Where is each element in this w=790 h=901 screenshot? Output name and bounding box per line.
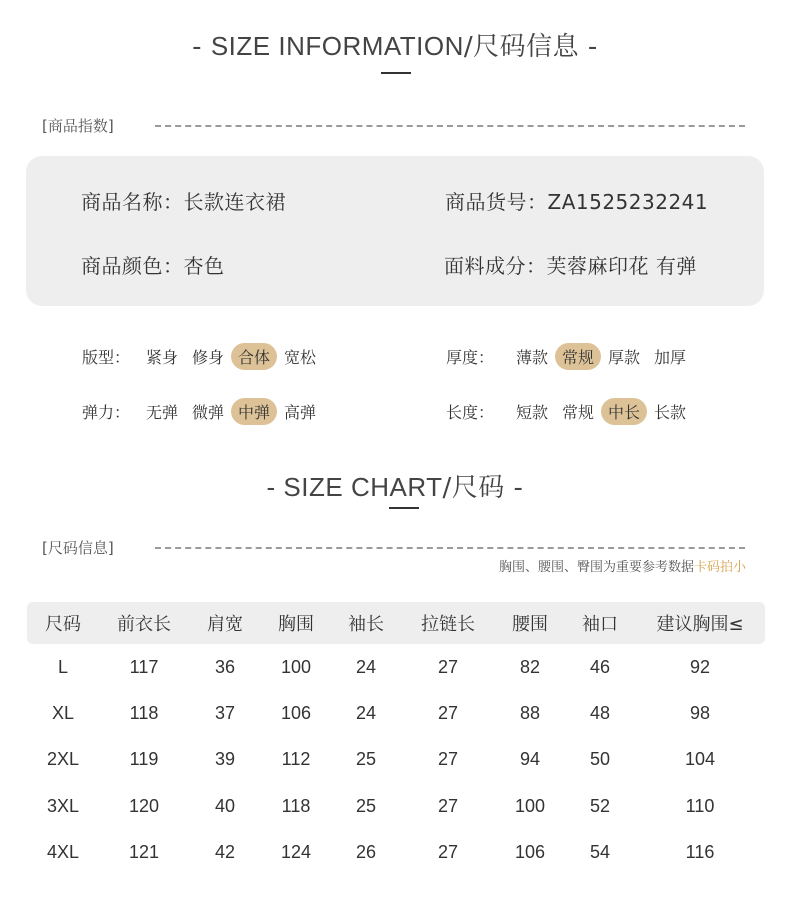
table-row [27,830,765,876]
table-cell: XL [51,703,75,724]
table-cell: 110 [685,795,715,816]
length-option: 常规 [562,403,595,422]
table-cell: 27 [437,842,459,863]
table-cell: 82 [519,656,541,677]
fit-option-selected: 合体 [231,343,277,370]
dashed-divider [155,547,745,549]
table-cell: 92 [689,656,711,677]
table-cell: 120 [128,795,160,816]
table-row [27,690,765,736]
table-cell: 124 [280,842,312,863]
product-sku: 商品货号：ZA1525232241 [445,190,709,214]
table-cell: 27 [437,656,459,677]
table-cell: 46 [589,656,611,677]
table-cell: 36 [214,656,236,677]
table-cell: 37 [214,703,236,724]
thickness-option: 厚款 [608,348,641,367]
fit-option: 紧身 [146,348,179,367]
size-chart-title [0,467,790,504]
chart-title-underline [389,507,419,509]
column-header: 胸围 [278,614,314,635]
column-header: 袖口 [582,614,618,635]
table-row [27,644,765,690]
table-cell: 117 [129,656,159,677]
fit-label: 版型： [82,348,131,367]
table-row [27,783,765,829]
table-cell: 3XL [46,795,80,816]
product-info-card [26,156,764,306]
table-cell: 119 [129,749,159,770]
table-cell: 112 [281,749,311,770]
size-note [499,556,746,575]
thickness-option-selected: 常规 [555,343,601,370]
product-color: 商品颜色：杏色 [81,254,225,278]
table-cell: 24 [355,656,377,677]
note-highlight: 卡码拍小 [693,560,746,575]
table-cell: 106 [280,703,312,724]
table-cell: 4XL [46,842,80,863]
table-cell: L [57,656,68,677]
length-option: 短款 [516,403,549,422]
note-text: 胸围、腰围、臀围为重要参考数据 [498,560,694,575]
size-info-label: [尺码信息] [42,539,114,557]
table-row [27,737,765,783]
table-cell: 116 [685,842,715,863]
product-fabric: 面料成分：芙蓉麻印花 有弹 [444,254,697,278]
elasticity-option-selected: 中弹 [231,398,277,425]
thickness-row [446,343,693,370]
elasticity-option: 高弹 [284,403,317,422]
column-header: 腰围 [512,614,548,635]
table-cell: 118 [281,795,311,816]
table-cell: 52 [589,795,611,816]
table-cell: 121 [128,842,160,863]
column-header: 尺码 [45,614,81,635]
table-cell: 98 [689,703,711,724]
title-english: SIZE INFORMATION [210,31,464,61]
table-cell: 27 [437,749,459,770]
dashed-divider [155,125,745,127]
thickness-option: 加厚 [654,348,687,367]
thickness-option: 薄款 [516,348,549,367]
table-cell: 94 [519,749,541,770]
table-cell: 2XL [46,749,80,770]
size-information-title [0,26,790,63]
column-header: 建议胸围≤ [656,614,744,635]
table-cell: 88 [519,703,541,724]
fit-row [82,343,323,370]
column-header: 前衣长 [117,614,171,635]
elasticity-label: 弹力： [82,403,131,422]
fit-option: 宽松 [284,348,317,367]
length-option-selected: 中长 [601,398,647,425]
table-cell: 24 [355,703,377,724]
elasticity-option: 微弹 [192,403,225,422]
table-cell: 27 [437,795,459,816]
title-chinese: /尺码信息 - [463,32,598,62]
table-cell: 118 [129,703,159,724]
length-label: 长度： [446,403,495,422]
table-cell: 50 [589,749,611,770]
chart-title-english: - SIZE CHART [266,472,443,502]
table-cell: 54 [589,842,611,863]
table-cell: 39 [214,749,236,770]
table-cell: 25 [355,749,377,770]
table-header-row [27,602,765,644]
table-cell: 42 [214,842,236,863]
title-underline [381,72,411,74]
elasticity-option: 无弹 [146,403,179,422]
column-header: 拉链长 [421,614,475,635]
column-header: 肩宽 [207,614,243,635]
table-cell: 100 [280,656,312,677]
table-cell: 100 [514,795,546,816]
table-cell: 48 [589,703,611,724]
table-cell: 106 [514,842,546,863]
length-row [446,398,693,425]
table-cell: 40 [214,795,236,816]
table-cell: 27 [437,703,459,724]
size-table [27,602,765,876]
column-header: 袖长 [348,614,384,635]
elasticity-row [82,398,323,425]
product-name: 商品名称：长款连衣裙 [81,190,286,214]
title-prefix: - [192,32,203,62]
fit-option: 修身 [192,348,225,367]
table-cell: 104 [684,749,716,770]
length-option: 长款 [654,403,687,422]
thickness-label: 厚度： [446,348,495,367]
table-cell: 26 [355,842,377,863]
table-cell: 25 [355,795,377,816]
chart-title-chinese: /尺码 - [442,473,524,503]
product-index-label: [商品指数] [42,117,114,135]
